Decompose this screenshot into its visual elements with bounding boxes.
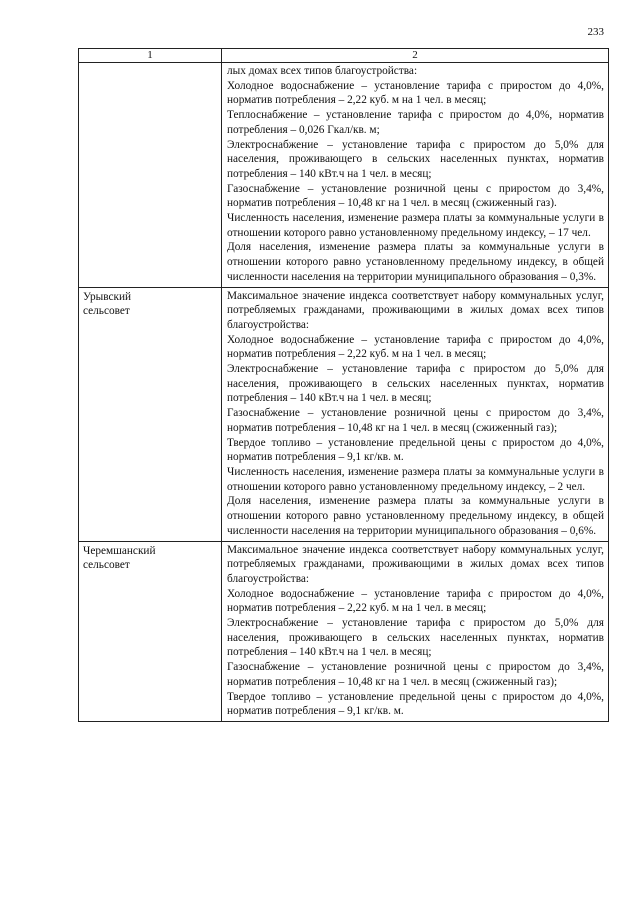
description-paragraph: Максимальное значение индекса соответствует набору коммунальных услуг, потребляемых гражданами, проживающими в жилых домах всех типов благоустройства:: [227, 289, 604, 331]
column-header-2: 2: [222, 49, 609, 63]
description-cell: [222, 63, 609, 288]
description-paragraph: Газоснабжение – установление розничной цены с приростом до 3,4%, норматив потребления – 10,48 кг на 1 чел. в месяц (сжиженный газ);: [227, 407, 604, 434]
description-cell: [222, 541, 609, 721]
description-paragraph: Твердое топливо – установление предельной цены с приростом до 4,0%, норматив потребления – 9,1 кг/кв. м.: [227, 690, 604, 718]
description-paragraph: Доля населения, изменение размера платы за коммунальные услуги в отношении которого равно установленному предельному индексу, в общей численности населения на территории муниципального образования – 0,3%.: [227, 241, 604, 283]
description-paragraph: Численность населения, изменение размера платы за коммунальные услуги в отношении которого равно установленному предельному индексу, – 17 чел.: [227, 212, 604, 239]
description-paragraph: Холодное водоснабжение – установление тарифа с приростом до 4,0%, норматив потребления – 2,22 куб. м на 1 чел. в месяц;: [227, 587, 604, 615]
description-paragraph: Теплоснабжение – установление тарифа с приростом до 4,0%, норматив потребления – 0,026 Гкал/кв. м;: [227, 109, 604, 136]
description-paragraph: лых домах всех типов благоустройства:: [227, 65, 418, 77]
description-paragraph: Твердое топливо – установление предельной цены с приростом до 4,0%, норматив потребления – 9,1 кг/кв. м.: [227, 436, 604, 464]
tariff-table: [78, 48, 609, 722]
region-cell: [79, 63, 222, 288]
region-cell: [79, 541, 222, 721]
description-paragraph: Электроснабжение – установление тарифа с приростом до 5,0% для населения, проживающего в сельских населенных пунктах, норматив потребления – 140 кВт.ч на 1 чел. в месяц;: [227, 363, 604, 405]
description-cell: [222, 287, 609, 541]
region-name: Черемшанский сельсовет: [83, 544, 156, 571]
page-number: 233: [587, 26, 604, 38]
description-paragraph: Электроснабжение – установление тарифа с приростом до 5,0% для населения, проживающего в сельских населенных пунктах, норматив потребления – 140 кВт.ч на 1 чел. в месяц;: [227, 138, 604, 180]
description-paragraph: Максимальное значение индекса соответствует набору коммунальных услуг, потребляемых гражданами, проживающими в жилых домах всех типов благоустройства:: [227, 543, 604, 585]
description-paragraph: Численность населения, изменение размера платы за коммунальные услуги в отношении которого равно установленному предельному индексу, – 2 чел.: [227, 465, 604, 493]
description-paragraph: Газоснабжение – установление розничной цены с приростом до 3,4%, норматив потребления – 10,48 кг на 1 чел. в месяц (сжиженный газ);: [227, 661, 604, 688]
table-row: [79, 541, 609, 721]
table-row: [79, 63, 609, 288]
description-paragraph: Доля населения, изменение размера платы за коммунальные услуги в отношении которого равно установленному предельному индексу, в общей численности населения на территории муниципального образования – 0,6%.: [227, 495, 604, 537]
region-cell: [79, 287, 222, 541]
description-paragraph: Холодное водоснабжение – установление тарифа с приростом до 4,0%, норматив потребления – 2,22 куб. м на 1 чел. в месяц;: [227, 79, 604, 107]
column-header-1: 1: [79, 49, 222, 63]
table-row: [79, 287, 609, 541]
description-paragraph: Электроснабжение – установление тарифа с приростом до 5,0% для населения, проживающего в сельских населенных пунктах, норматив потребления – 140 кВт.ч на 1 чел. в месяц;: [227, 617, 604, 659]
region-name: Урывский сельсовет: [83, 290, 132, 318]
description-paragraph: Газоснабжение – установление розничной цены с приростом до 3,4%, норматив потребления – 10,48 кг на 1 чел. в месяц (сжиженный газ).: [227, 182, 604, 210]
header-row: [79, 49, 609, 63]
description-paragraph: Холодное водоснабжение – установление тарифа с приростом до 4,0%, норматив потребления – 2,22 куб. м на 1 чел. в месяц;: [227, 333, 604, 361]
